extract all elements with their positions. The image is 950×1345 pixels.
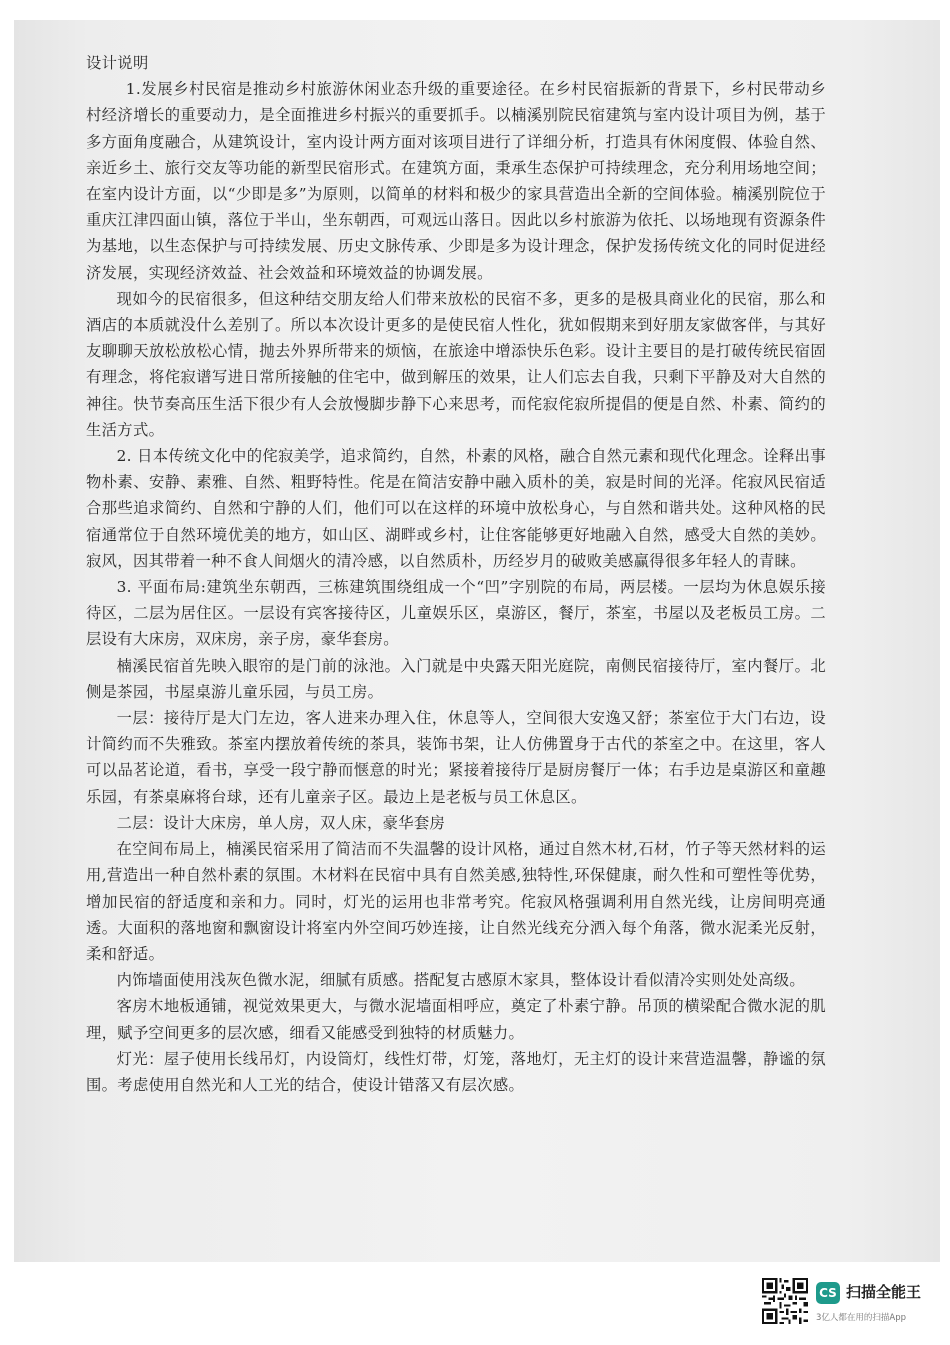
paragraph-10: 客房木地板通铺，视觉效果更大，与微水泥墙面相呼应，奠定了朴素宁静。吊顶的横梁配合微水泥的肌理，赋予空间更多的层次感，细看又能感受到独特的材质魅力。 bbox=[86, 997, 826, 1042]
qr-code-icon bbox=[762, 1278, 808, 1324]
paragraph-9: 内饰墙面使用浅灰色微水泥，细腻有质感。搭配复古感原木家具，整体设计看似清冷实则处处高级。 bbox=[116, 971, 806, 990]
paragraph-3: 2. 日本传统文化中的侘寂美学，追求简约，自然，朴素的风格，融合自然元素和现代化理念。诠释出事物朴素、安静、素雅、自然、粗野特性。侘是在简洁安静中融入质朴的美，寂是时间的光泽。侘寂风民宿适合那些追求简约、自然和宁静的人们，他们可以在这样的环境中放松身心，与自然和谐共处。这种风格的民宿通常位于自然环境优美的地方，如山区、湖畔或乡村，让住客能够更好地融入自然，感受大自然的美妙。寂风，因其带着一种不食人间烟火的清冷感，以自然质朴，历经岁月的破败美感赢得很多年轻人的青睐。 bbox=[86, 447, 826, 570]
document-body bbox=[86, 50, 826, 1098]
camscanner-logo-icon: CS bbox=[816, 1282, 840, 1304]
paragraph-6: 一层：接待厅是大门左边，客人进来办理入住，休息等人，空间很大安逸又舒；茶室位于大门右边，设计简约而不失雅致。茶室内摆放着传统的茶具，装饰书架，让人仿佛置身于古代的茶室之中。在这里，客人可以品茗论道，看书，享受一段宁静而惬意的时光；紧接着接待厅是厨房餐厅一体；右手边是桌游区和童趣乐园，有茶桌麻将台球，还有儿童亲子区。最边上是老板与员工休息区。 bbox=[86, 709, 826, 806]
scanner-watermark bbox=[760, 1278, 950, 1338]
paragraph-8: 在空间布局上，楠溪民宿采用了简洁而不失温馨的设计风格，通过自然木材,石材，竹子等天然材料的运用,营造出一种自然朴素的氛围。木材料在民宿中具有自然美感,独特性,环保健康，耐久性和可塑性等优势，增加民宿的舒适度和亲和力。同时，灯光的运用也非常考究。侘寂风格强调利用自然光线，让房间明亮通透。大面积的落地窗和飘窗设计将室内外空间巧妙连接，让自然光线充分洒入每个角落，微水泥柔光反射，柔和舒适。 bbox=[86, 840, 826, 963]
document-heading: 设计说明 bbox=[86, 54, 149, 72]
brand-name: 扫描全能王 bbox=[846, 1283, 922, 1301]
paragraph-11: 灯光：屋子使用长线吊灯，内设筒灯，线性灯带，灯笼，落地灯，无主灯的设计来营造温馨，静谧的氛围。考虑使用自然光和人工光的结合，使设计错落又有层次感。 bbox=[86, 1049, 826, 1094]
scanned-page bbox=[14, 20, 940, 1262]
paragraph-2: 现如今的民宿很多，但这种结交朋友给人们带来放松的民宿不多，更多的是极具商业化的民宿，那么和酒店的本质就没什么差别了。所以本次设计更多的是使民宿人性化，犹如假期来到好朋友家做客伴，与其好友聊聊天放松放松心情，抛去外界所带来的烦恼，在旅途中增添快乐色彩。设计主要目的是打破传统民宿固有理念，将侘寂谱写进日常所接触的住宅中，做到解压的效果，让人们忘去自我，只剩下平静及对大自然的神往。快节奏高压生活下很少有人会放慢脚步静下心来思考，而侘寂侘寂所提倡的便是自然、朴素、简约的生活方式。 bbox=[86, 289, 826, 439]
paragraph-7: 二层：设计大床房，单人房，双人床，豪华套房 bbox=[116, 813, 446, 832]
brand-tagline: 3亿人都在用的扫描App bbox=[816, 1313, 907, 1323]
paragraph-1: 1.发展乡村民宿是推动乡村旅游休闲业态升级的重要途径。在乡村民宿振新的背景下，乡村民带动乡村经济增长的重要动力，是全面推进乡村振兴的重要抓手。以楠溪别院民宿建筑与室内设计项目为例，基于多方面角度融合，从建筑设计，室内设计两方面对该项目进行了详细分析，打造具有休闲度假、体验自然、亲近乡土、旅行交友等功能的新型民宿形式。在建筑方面，秉承生态保护可持续理念，充分利用场地空间；在室内设计方面，以“少即是多”为原则，以简单的材料和极少的家具营造出全新的空间体验。楠溪别院位于重庆江津四面山镇，落位于半山，坐东朝西，可观远山落日。因此以乡村旅游为依托、以场地现有资源条件为基地，以生态保护与可持续发展、历史文脉传承、少即是多为设计理念，保护发扬传统文化的同时促进经济发展，实现经济效益、社会效益和环境效益的协调发展。 bbox=[86, 80, 826, 282]
paragraph-5: 楠溪民宿首先映入眼帘的是门前的泳池。入门就是中央露天阳光庭院，南侧民宿接待厅，室内餐厅。北侧是茶园，书屋桌游儿童乐园，与员工房。 bbox=[86, 656, 826, 701]
paragraph-4: 3. 平面布局:建筑坐东朝西，三栋建筑围绕组成一个“凹”字别院的布局，两层楼。一层均为休息娱乐接待区，二层为居住区。一层设有宾客接待区，儿童娱乐区，桌游区，餐厅，茶室，书屋以及老板员工房。二层设有大床房，双床房，亲子房，豪华套房。 bbox=[86, 578, 826, 649]
